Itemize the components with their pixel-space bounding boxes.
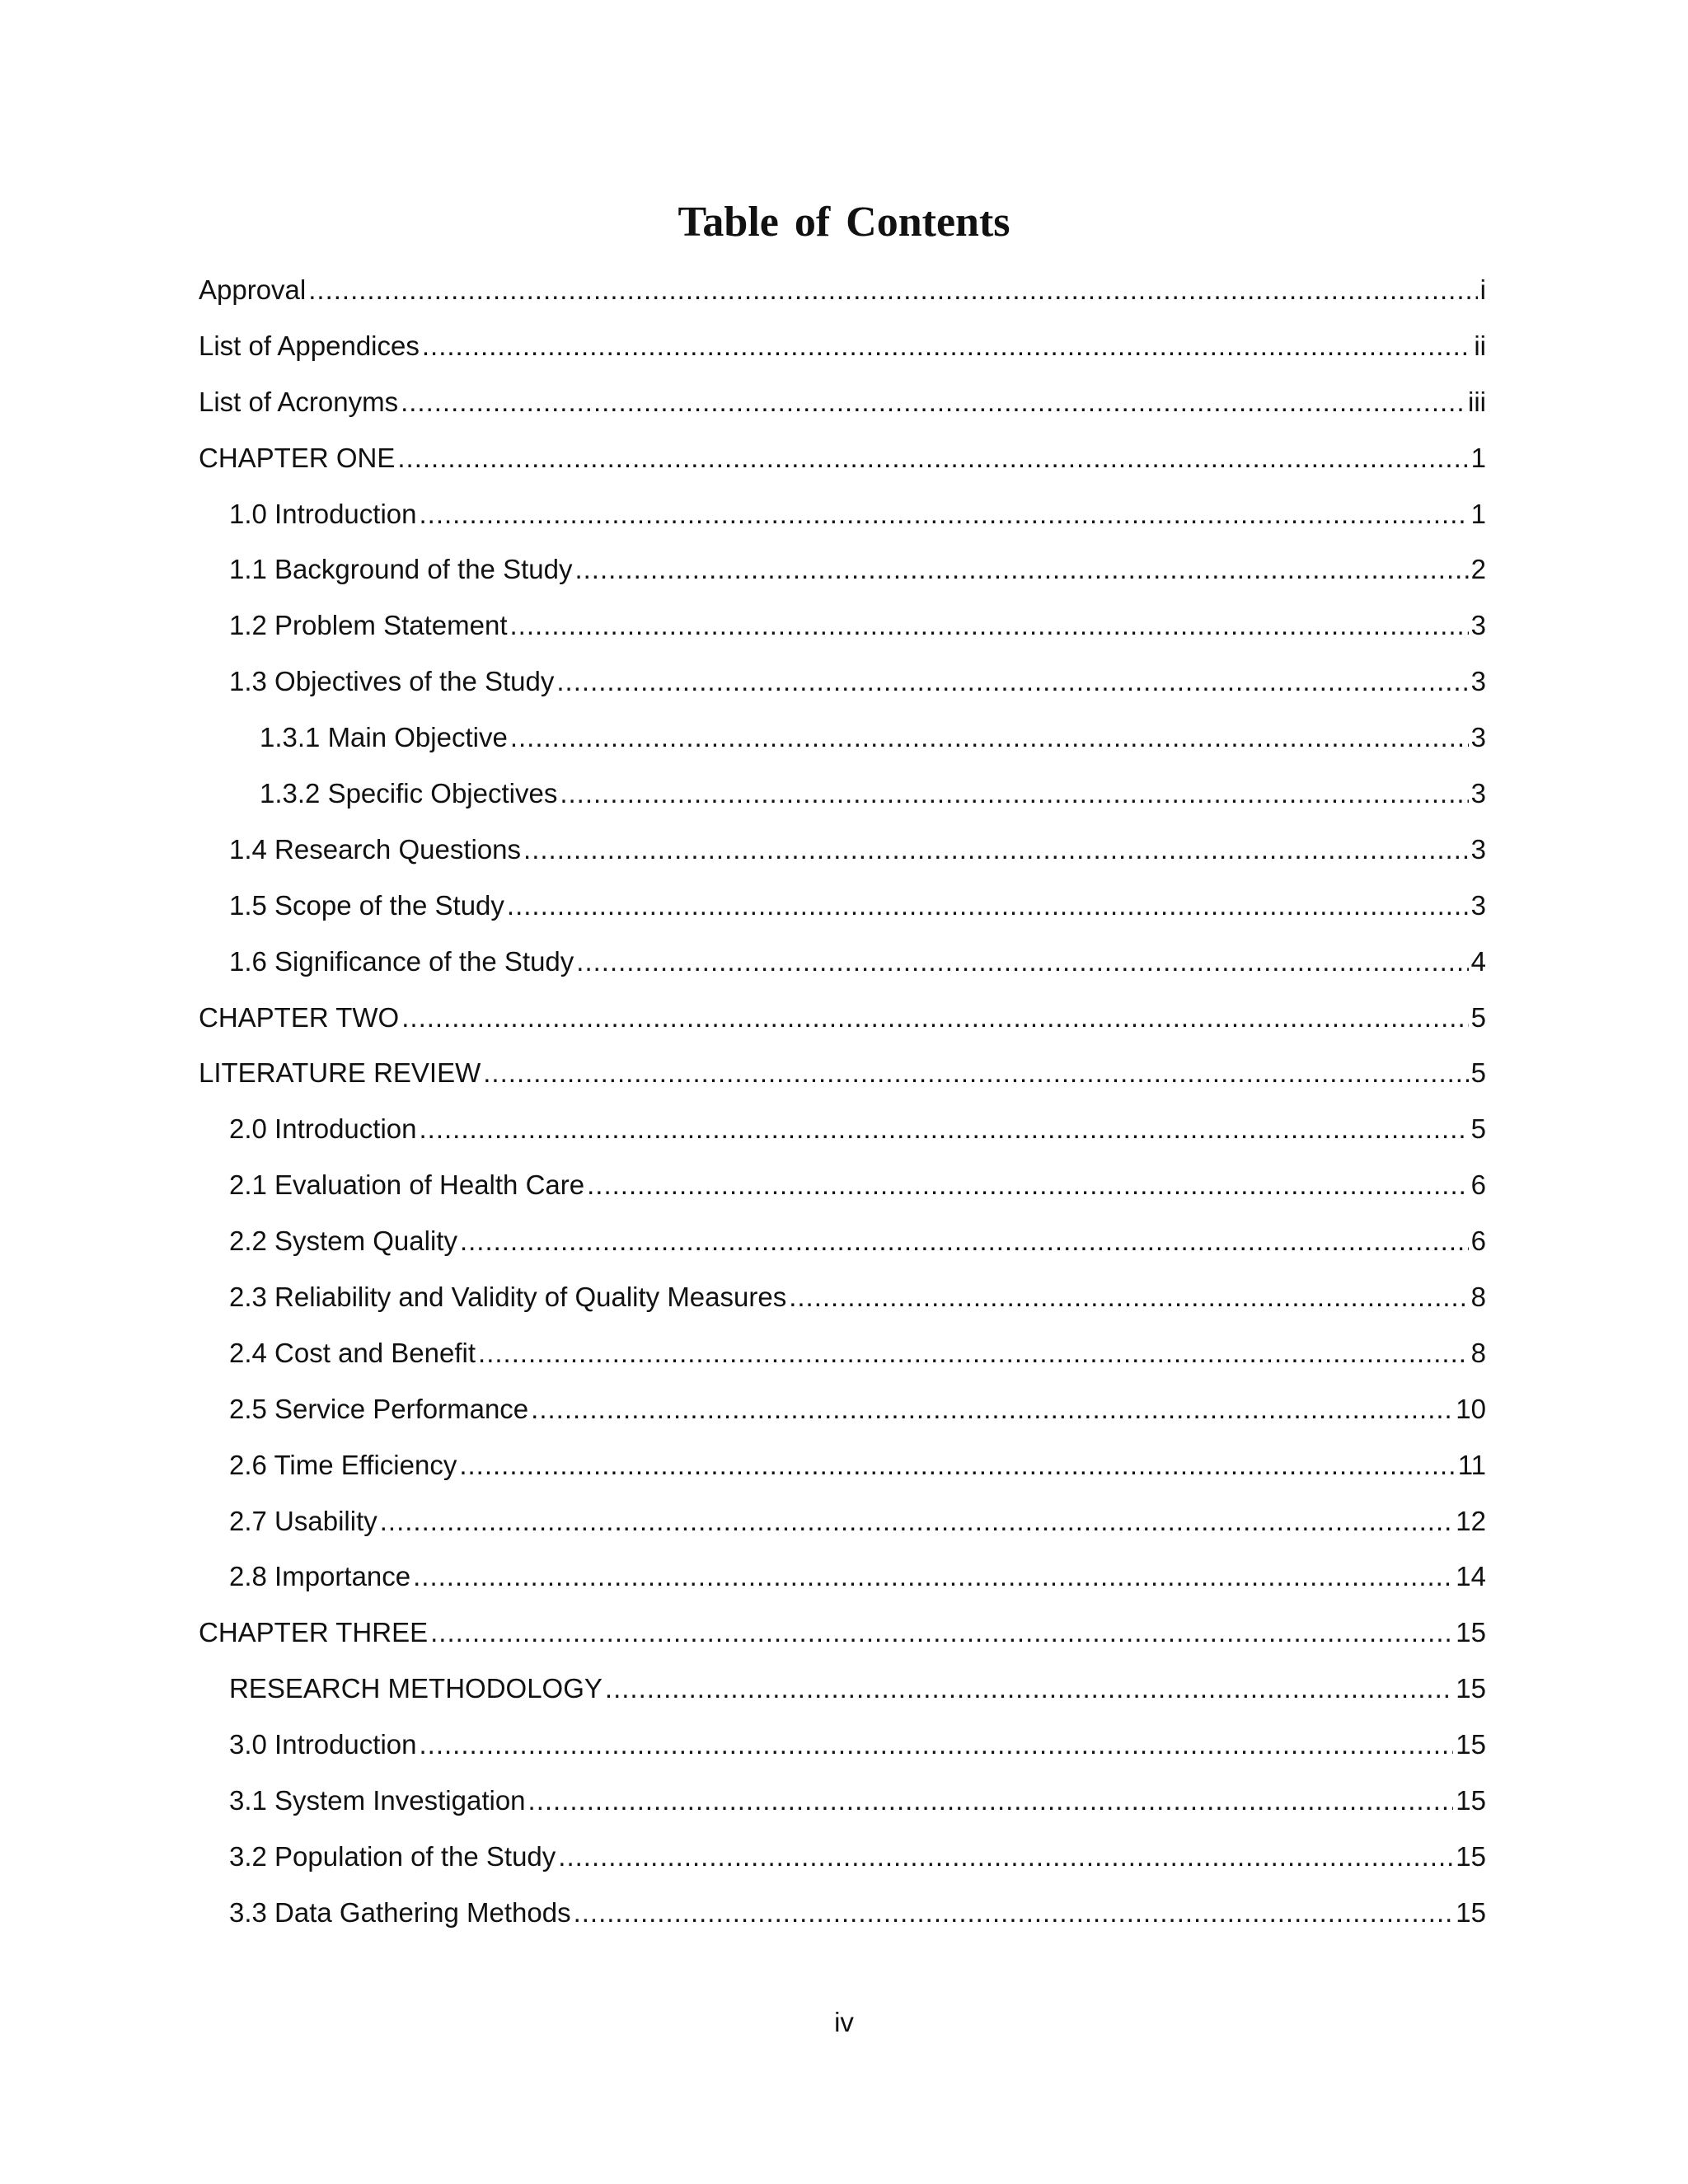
toc-entry[interactable] <box>199 1728 1486 1784</box>
toc-entry-label: 1.0 Introduction <box>229 498 417 529</box>
toc-dot-leader <box>401 386 1465 419</box>
toc-entry[interactable] <box>199 330 1486 386</box>
toc-entry-page: 3 <box>1470 666 1486 697</box>
toc-dot-leader <box>401 1001 1468 1034</box>
toc-entry-page: 3 <box>1470 722 1486 753</box>
toc-dot-leader <box>430 1616 1453 1649</box>
toc-entry[interactable] <box>199 1840 1486 1896</box>
toc-entry[interactable] <box>199 721 1486 777</box>
toc-dot-leader <box>420 1728 1454 1761</box>
toc-entry-label: Approval <box>199 274 307 305</box>
toc-list <box>199 274 1486 1952</box>
toc-entry-page: 14 <box>1456 1561 1486 1592</box>
toc-entry-label: 3.1 System Investigation <box>229 1785 526 1816</box>
toc-entry[interactable] <box>199 777 1486 833</box>
toc-entry[interactable] <box>199 1113 1486 1169</box>
toc-entry[interactable] <box>199 553 1486 609</box>
toc-entry[interactable] <box>199 1449 1486 1505</box>
toc-entry[interactable] <box>199 945 1486 1001</box>
toc-entry-label: 2.2 System Quality <box>229 1226 457 1257</box>
toc-entry[interactable] <box>199 1672 1486 1728</box>
toc-dot-leader <box>558 1840 1453 1873</box>
toc-entry-label: 2.4 Cost and Benefit <box>229 1337 476 1368</box>
toc-entry[interactable] <box>199 1896 1486 1952</box>
toc-entry-page: i <box>1479 274 1486 305</box>
toc-entry-label: 1.2 Problem Statement <box>229 610 508 641</box>
toc-dot-leader <box>420 1113 1469 1146</box>
toc-entry[interactable] <box>199 1001 1486 1057</box>
toc-entry-page: ii <box>1474 330 1486 361</box>
toc-entry-label: 1.1 Background of the Study <box>229 554 573 585</box>
toc-entry[interactable] <box>199 386 1486 442</box>
toc-entry[interactable] <box>199 1337 1486 1393</box>
toc-dot-leader <box>507 889 1469 922</box>
toc-entry-page: 4 <box>1470 945 1486 977</box>
toc-entry-label: CHAPTER TWO <box>199 1001 400 1033</box>
toc-entry-page: 6 <box>1470 1226 1486 1257</box>
toc-entry[interactable] <box>199 1505 1486 1561</box>
toc-entry[interactable] <box>199 1225 1486 1281</box>
toc-dot-leader <box>574 553 1468 586</box>
toc-dot-leader <box>422 330 1471 363</box>
toc-entry-label: List of Appendices <box>199 330 420 361</box>
toc-dot-leader <box>510 721 1469 754</box>
toc-entry-label: 1.6 Significance of the Study <box>229 945 574 977</box>
toc-entry-label: 2.5 Service Performance <box>229 1393 529 1424</box>
toc-entry-page: 15 <box>1456 1617 1486 1648</box>
toc-entry[interactable] <box>199 1169 1486 1225</box>
toc-dot-leader <box>574 1896 1454 1929</box>
toc-dot-leader <box>531 1393 1453 1426</box>
toc-entry-page: 15 <box>1456 1729 1486 1760</box>
toc-entry[interactable] <box>199 1784 1486 1840</box>
toc-entry-page: 1 <box>1470 442 1486 473</box>
toc-dot-leader <box>605 1672 1453 1705</box>
toc-entry-label: CHAPTER THREE <box>199 1617 429 1648</box>
toc-entry-page: 1 <box>1470 498 1486 529</box>
toc-dot-leader <box>459 1449 1455 1482</box>
toc-entry-label: 1.3.2 Specific Objectives <box>260 778 558 809</box>
toc-entry-page: 8 <box>1470 1282 1486 1313</box>
toc-entry[interactable] <box>199 498 1486 554</box>
toc-entry[interactable] <box>199 1281 1486 1337</box>
toc-entry-label: 1.5 Scope of the Study <box>229 889 504 921</box>
toc-entry-page: 5 <box>1470 1057 1486 1089</box>
toc-dot-leader <box>420 498 1469 531</box>
toc-entry[interactable] <box>199 889 1486 945</box>
toc-entry-page: 10 <box>1456 1393 1486 1424</box>
toc-entry-label: 1.4 Research Questions <box>229 833 522 865</box>
toc-entry-page: 2 <box>1470 554 1486 585</box>
toc-dot-leader <box>556 665 1468 698</box>
toc-dot-leader <box>413 1560 1453 1593</box>
toc-entry[interactable] <box>199 1393 1486 1449</box>
toc-dot-leader <box>576 945 1468 978</box>
toc-entry-page: 3 <box>1470 778 1486 809</box>
toc-entry-page: 3 <box>1470 833 1486 865</box>
toc-entry-label: RESEARCH METHODOLOGY <box>229 1673 603 1704</box>
toc-entry-page: 6 <box>1470 1169 1486 1201</box>
toc-dot-leader <box>308 274 1477 307</box>
toc-dot-leader <box>460 1225 1469 1258</box>
toc-entry-label: 2.3 Reliability and Validity of Quality Measures <box>229 1282 787 1313</box>
toc-dot-leader <box>483 1057 1468 1090</box>
toc-entry[interactable] <box>199 665 1486 721</box>
toc-entry-label: 2.1 Evaluation of Health Care <box>229 1169 585 1201</box>
toc-dot-leader <box>478 1337 1469 1370</box>
toc-entry-page: 12 <box>1456 1505 1486 1536</box>
toc-entry[interactable] <box>199 833 1486 889</box>
toc-dot-leader <box>560 777 1468 810</box>
toc-entry-page: iii <box>1468 386 1486 417</box>
toc-entry-label: 1.3 Objectives of the Study <box>229 666 555 697</box>
toc-entry-label: 1.3.1 Main Objective <box>260 722 508 753</box>
toc-entry[interactable] <box>199 1560 1486 1616</box>
toc-dot-leader <box>789 1281 1468 1314</box>
toc-entry-label: 3.2 Population of the Study <box>229 1840 556 1872</box>
toc-entry-page: 5 <box>1470 1113 1486 1145</box>
toc-dot-leader <box>587 1169 1469 1202</box>
toc-dot-leader <box>523 833 1469 866</box>
toc-entry-label: 3.3 Data Gathering Methods <box>229 1896 571 1928</box>
toc-entry-page: 15 <box>1456 1896 1486 1928</box>
toc-entry[interactable] <box>199 442 1486 498</box>
toc-entry[interactable] <box>199 1057 1486 1113</box>
page-number: iv <box>834 2007 854 2037</box>
toc-entry-label: LITERATURE REVIEW <box>199 1057 481 1089</box>
toc-entry-page: 15 <box>1456 1673 1486 1704</box>
toc-entry-page: 11 <box>1457 1449 1486 1480</box>
toc-entry-page: 8 <box>1470 1337 1486 1368</box>
toc-entry-label: 2.7 Usability <box>229 1505 377 1536</box>
toc-entry-label: 2.6 Time Efficiency <box>229 1449 457 1480</box>
toc-entry-label: 2.0 Introduction <box>229 1113 417 1145</box>
toc-entry-page: 3 <box>1470 889 1486 921</box>
toc-entry[interactable] <box>199 1616 1486 1672</box>
toc-entry-label: List of Acronyms <box>199 386 399 417</box>
toc-dot-leader <box>397 442 1468 475</box>
toc-dot-leader <box>528 1784 1454 1817</box>
toc-entry-label: 3.0 Introduction <box>229 1729 417 1760</box>
toc-entry[interactable] <box>199 609 1486 665</box>
toc-entry-label: CHAPTER ONE <box>199 442 396 473</box>
toc-entry-page: 5 <box>1470 1001 1486 1033</box>
toc-dot-leader <box>510 609 1469 642</box>
toc-entry-label: 2.8 Importance <box>229 1561 411 1592</box>
toc-title: Table of Contents <box>678 199 1010 246</box>
toc-dot-leader <box>380 1505 1454 1538</box>
toc-entry-page: 15 <box>1456 1785 1486 1816</box>
toc-entry-page: 3 <box>1470 610 1486 641</box>
toc-entry-page: 15 <box>1456 1840 1486 1872</box>
toc-entry[interactable] <box>199 274 1486 330</box>
